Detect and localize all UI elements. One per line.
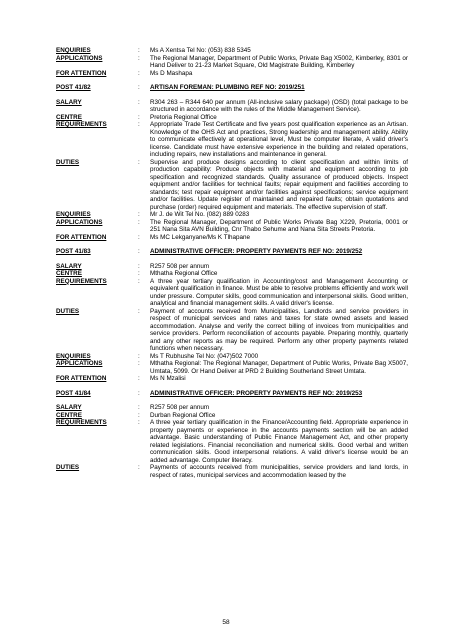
separator: :	[138, 84, 140, 91]
spacer	[56, 383, 408, 390]
separator: :	[138, 277, 140, 285]
centre-value: Durban Regional Office	[150, 411, 216, 419]
enquiries-value: Ms A Xentsa Tel No: (053) 838 5345	[150, 47, 251, 54]
centre-label: CENTRE	[56, 411, 82, 419]
applications-value: The Regional Manager, Department of Public Works, Private Bag X5002, Kimberley, 8301 or Hand Deliver to 21-23 Market Square, Old Magistrate Building, Kimberley	[150, 54, 408, 69]
attention-label: FOR ATTENTION	[56, 69, 107, 77]
separator: :	[138, 248, 140, 255]
separator: :	[138, 270, 140, 277]
salary-label: SALARY	[56, 404, 82, 411]
separator: :	[138, 360, 140, 367]
separator: :	[138, 54, 140, 62]
separator: :	[138, 419, 140, 426]
enquiries-row	[56, 353, 408, 361]
requirements-value: A three year tertiary qualification in Accounting/cost and Management Accounting or equivalent qualification in finance. Must be able to resolve problems efficiently and work well under pressure. Computer skills, good communication and interpersonal skills. Good written, analytical and financial management skills. A valid driver's license.	[150, 277, 408, 307]
separator: :	[138, 389, 140, 397]
separator: :	[138, 47, 140, 54]
requirements-label: REQUIREMENTS	[56, 277, 107, 285]
requirements-row	[56, 278, 408, 308]
separator: :	[138, 352, 140, 360]
spacer	[56, 77, 408, 84]
duties-label: DUTIES	[56, 307, 80, 315]
duties-label: DUTIES	[56, 464, 80, 471]
duties-row	[56, 159, 408, 212]
separator: :	[138, 375, 140, 382]
enquiries-label: ENQUIRIES	[56, 47, 91, 54]
salary-label: SALARY	[56, 98, 82, 106]
separator: :	[138, 121, 140, 128]
centre-value: Pretoria Regional Office	[150, 113, 217, 121]
enquiries-label: ENQUIRIES	[56, 352, 91, 360]
applications-label: APPLICATIONS	[56, 360, 103, 367]
attention-label: FOR ATTENTION	[56, 375, 107, 382]
duties-row	[56, 464, 408, 479]
spacer	[56, 397, 408, 404]
separator: :	[138, 464, 140, 471]
centre-row	[56, 270, 408, 278]
applications-value: The Regional Manager, Department of Public Works Private Bag X229, Pretoria, 0001 or 251 Nana Sita AVN Building, Cnr Thabo Sehume and Nana Sita Streets Pretoria.	[150, 218, 408, 233]
requirements-row	[56, 419, 408, 464]
separator: :	[138, 69, 140, 77]
attention-label: FOR ATTENTION	[56, 233, 107, 241]
requirements-label: REQUIREMENTS	[56, 419, 107, 426]
separator: :	[138, 233, 140, 241]
post-number: POST 41/82	[56, 84, 91, 91]
salary-row	[56, 404, 408, 412]
centre-row	[56, 412, 408, 420]
enquiries-row	[56, 211, 408, 219]
requirements-row	[56, 121, 408, 159]
post-number: POST 41/83	[56, 248, 91, 255]
attention-row	[56, 234, 408, 242]
separator: :	[138, 307, 140, 315]
salary-value: R257 508 per annum	[150, 262, 210, 270]
applications-row	[56, 55, 408, 70]
separator: :	[138, 113, 140, 121]
page-number: 58	[222, 619, 230, 626]
salary-value: R257 508 per annum	[150, 404, 210, 411]
spacer	[56, 92, 408, 99]
centre-label: CENTRE	[56, 113, 82, 121]
separator: :	[138, 404, 140, 411]
applications-label: APPLICATIONS	[56, 218, 103, 226]
centre-value: Mthatha Regional Office	[150, 270, 218, 277]
separator: :	[138, 98, 140, 106]
attention-value: Ms MC Lekganyane/Ms K Tlhapane	[150, 233, 250, 241]
spacer	[56, 241, 408, 248]
separator: :	[138, 158, 140, 166]
job-advert-list	[56, 47, 408, 479]
enquiries-value: Mr J. de Wit Tel No. (082) 889 0283	[150, 211, 250, 218]
applications-row	[56, 360, 408, 375]
salary-row	[56, 99, 408, 114]
attention-value: Ms N Mzalisi	[150, 375, 186, 382]
post-title: ADMINISTRATIVE OFFICER: PROPERTY PAYMENTS REF NO: 2019/252	[150, 248, 363, 255]
separator: :	[138, 262, 140, 270]
salary-row	[56, 263, 408, 271]
centre-row	[56, 114, 408, 122]
attention-row	[56, 70, 408, 78]
salary-value: R304 263 – R344 640 per annum (All-inclusive salary package) (OSD) (total package to be structured in accordance with the rules of the Middle Management Service).	[150, 98, 408, 113]
attention-row	[56, 375, 408, 383]
spacer	[56, 256, 408, 263]
duties-value: Supervise and produce designs according to client specification and within limits of production capability: Produce objects with material and equipment according to job specification and recognized standards. Quality assurance of produced objects. Inspect equipment and/or facilities for technical faults; repair equipment and facilities according to standards; test repair equipment and/or facilities against specifications; service equipment and/or facilities. Update register of maintained and repaired faults; obtain quotations and purchase (order) required equipment and materials. The effective supervision of staff.	[150, 158, 408, 211]
duties-value: Payment of accounts received from Municipalities, Landlords and service providers in respect of municipal services and rates and taxes for state owned assets and leased accommodation. Analyse and verify the correct billing of invoices from municipalities and service providers. Perform reconciliation of accounts payable. Preparing monthly, quarterly and any other reports as may be required. Perform any other property payments related functions when necessary.	[150, 307, 408, 352]
separator: :	[138, 211, 140, 218]
requirements-value: A three year tertiary qualification in the Finance/Accounting field. Appropriate experience in property payments or experience in the accounts payments section will be an added advantage. Basic understanding of Public Finance Management Act, and other property related legislations. Financial reconciliation and numerical skills. Good verbal and written communication skills. Good interpersonal relations. A valid driver's license would be an added advantage. Computer literacy.	[150, 419, 408, 464]
post-header-row	[56, 390, 408, 398]
applications-label: APPLICATIONS	[56, 54, 103, 62]
applications-value: Mthatha Regional: The Regional Manager, Department of Public Works, Private Bag X5007, Umtata, 5099. Or Hand Deliver at PRD 2 Building Southerland Street Umtata.	[150, 360, 408, 375]
duties-label: DUTIES	[56, 158, 80, 166]
attention-value: Ms D Mashapa	[150, 69, 193, 77]
post-title: ARTISAN FOREMAN: PLUMBING REF NO: 2019/251	[150, 84, 305, 91]
applications-row	[56, 219, 408, 234]
enquiries-label: ENQUIRIES	[56, 211, 91, 218]
enquiries-value: Ms T Rubhushe Tel No: (047)502 7000	[150, 352, 259, 360]
separator: :	[138, 411, 140, 419]
post-title: ADMINISTRATIVE OFFICER: PROPERTY PAYMENTS REF NO: 2019/253	[150, 389, 363, 397]
centre-label: CENTRE	[56, 270, 82, 277]
post-number: POST 41/84	[56, 389, 91, 397]
requirements-label: REQUIREMENTS	[56, 121, 107, 128]
post-header-row	[56, 248, 408, 256]
post-header-row	[56, 84, 408, 92]
duties-row	[56, 308, 408, 353]
duties-value: Payments of accounts received from municipalities, service providers and land lords, in respect of rates, municipal services and accommodation leased by the	[150, 464, 408, 479]
separator: :	[138, 218, 140, 226]
requirements-value: Appropriate Trade Test Certificate and five years post qualification experience as an Artisan. Knowledge of the OHS Act and practices, Strong leadership and management ability. Ability to communicate effectively at operational level, Must be computer literate, A valid driver's license. Candidate must have extensive experience in the building and related operations, including repairs, new installations and maintenance in general.	[150, 121, 408, 158]
enquiries-row	[56, 47, 408, 55]
salary-label: SALARY	[56, 262, 82, 270]
